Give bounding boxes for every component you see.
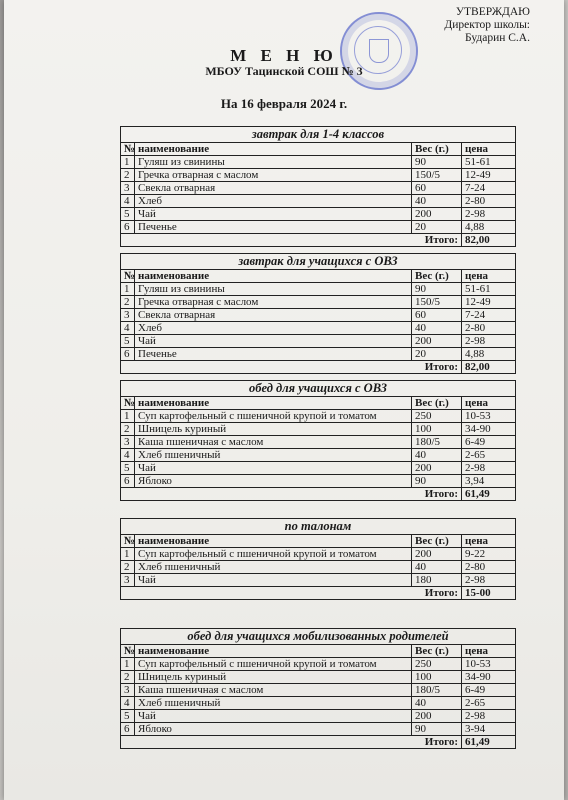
table-row xyxy=(121,322,516,335)
director-name: Бударин С.А. xyxy=(465,32,530,44)
dish-weight: 20 xyxy=(412,348,462,361)
dish-price: 34-90 xyxy=(462,671,516,684)
dish-price: 2-98 xyxy=(462,574,516,587)
dish-price: 3,94 xyxy=(462,475,516,488)
section-title: по талонам xyxy=(120,518,516,534)
dish-name: Чай xyxy=(135,574,412,587)
dish-price: 2-65 xyxy=(462,697,516,710)
dish-price: 9-22 xyxy=(462,548,516,561)
menu-section xyxy=(120,628,516,749)
table-row xyxy=(121,684,516,697)
table-row xyxy=(121,309,516,322)
row-number: 5 xyxy=(121,335,135,348)
row-number: 3 xyxy=(121,574,135,587)
row-number: 2 xyxy=(121,169,135,182)
header-row xyxy=(121,397,516,410)
col-name-header: наименование xyxy=(135,397,412,410)
menu-paper xyxy=(4,0,564,800)
dish-weight: 180 xyxy=(412,574,462,587)
total-value: 61,49 xyxy=(462,736,516,749)
dish-name: Чай xyxy=(135,710,412,723)
dish-weight: 40 xyxy=(412,697,462,710)
dish-name: Печенье xyxy=(135,348,412,361)
dish-price: 6-49 xyxy=(462,684,516,697)
table-row xyxy=(121,296,516,309)
table-row xyxy=(121,449,516,462)
dish-name: Хлеб пшеничный xyxy=(135,561,412,574)
dish-price: 51-61 xyxy=(462,283,516,296)
row-number: 2 xyxy=(121,423,135,436)
col-name-header: наименование xyxy=(135,535,412,548)
col-name-header: наименование xyxy=(135,645,412,658)
dish-weight: 200 xyxy=(412,462,462,475)
table-row xyxy=(121,221,516,234)
menu-section xyxy=(120,518,516,600)
section-title: завтрак для 1-4 классов xyxy=(120,126,516,142)
dish-name: Хлеб xyxy=(135,322,412,335)
dish-price: 7-24 xyxy=(462,309,516,322)
dish-name: Суп картофельный с пшеничной крупой и томатом xyxy=(135,658,412,671)
header-row xyxy=(121,645,516,658)
total-row xyxy=(121,736,516,749)
director-label: Директор школы: xyxy=(444,19,530,31)
dish-price: 4,88 xyxy=(462,221,516,234)
menu-section xyxy=(120,380,516,501)
dish-weight: 90 xyxy=(412,723,462,736)
dish-weight: 250 xyxy=(412,410,462,423)
table-row xyxy=(121,208,516,221)
row-number: 1 xyxy=(121,283,135,296)
dish-weight: 200 xyxy=(412,208,462,221)
dish-weight: 40 xyxy=(412,322,462,335)
row-number: 4 xyxy=(121,195,135,208)
dish-name: Свекла отварная xyxy=(135,309,412,322)
dish-weight: 180/5 xyxy=(412,436,462,449)
dish-name: Чай xyxy=(135,335,412,348)
row-number: 4 xyxy=(121,322,135,335)
dish-name: Свекла отварная xyxy=(135,182,412,195)
row-number: 3 xyxy=(121,436,135,449)
dish-price: 10-53 xyxy=(462,658,516,671)
menu-section xyxy=(120,253,516,374)
col-num-header: № xyxy=(121,645,135,658)
table-row xyxy=(121,697,516,710)
dish-price: 2-98 xyxy=(462,335,516,348)
dish-weight: 90 xyxy=(412,475,462,488)
header-row xyxy=(121,535,516,548)
menu-table xyxy=(120,269,516,374)
dish-price: 10-53 xyxy=(462,410,516,423)
dish-name: Шницель куриный xyxy=(135,671,412,684)
dish-name: Каша пшеничная с маслом xyxy=(135,684,412,697)
row-number: 6 xyxy=(121,723,135,736)
row-number: 6 xyxy=(121,475,135,488)
row-number: 1 xyxy=(121,548,135,561)
table-row xyxy=(121,410,516,423)
row-number: 3 xyxy=(121,309,135,322)
dish-price: 34-90 xyxy=(462,423,516,436)
dish-name: Чай xyxy=(135,462,412,475)
table-row xyxy=(121,156,516,169)
dish-weight: 200 xyxy=(412,710,462,723)
approval-block xyxy=(444,6,530,45)
row-number: 5 xyxy=(121,462,135,475)
section-title: обед для учащихся мобилизованных родителей xyxy=(120,628,516,644)
dish-weight: 200 xyxy=(412,335,462,348)
row-number: 4 xyxy=(121,697,135,710)
dish-weight: 60 xyxy=(412,182,462,195)
dish-price: 7-24 xyxy=(462,182,516,195)
table-row xyxy=(121,561,516,574)
dish-weight: 40 xyxy=(412,449,462,462)
table-row xyxy=(121,475,516,488)
row-number: 1 xyxy=(121,410,135,423)
dish-name: Каша пшеничная с маслом xyxy=(135,436,412,449)
row-number: 5 xyxy=(121,710,135,723)
approve-label: УТВЕРЖДАЮ xyxy=(455,6,530,18)
dish-price: 2-98 xyxy=(462,208,516,221)
dish-weight: 90 xyxy=(412,283,462,296)
dish-name: Яблоко xyxy=(135,723,412,736)
dish-price: 3-94 xyxy=(462,723,516,736)
menu-table xyxy=(120,644,516,749)
dish-price: 12-49 xyxy=(462,169,516,182)
menu-title: М Е Н Ю xyxy=(230,46,338,65)
section-title: завтрак для учащихся с ОВЗ xyxy=(120,253,516,269)
col-weight-header: Вес (г.) xyxy=(412,535,462,548)
dish-price: 12-49 xyxy=(462,296,516,309)
row-number: 2 xyxy=(121,671,135,684)
dish-weight: 150/5 xyxy=(412,296,462,309)
col-weight-header: Вес (г.) xyxy=(412,645,462,658)
dish-weight: 100 xyxy=(412,671,462,684)
col-num-header: № xyxy=(121,270,135,283)
menu-table xyxy=(120,534,516,600)
total-row xyxy=(121,361,516,374)
dish-price: 2-80 xyxy=(462,561,516,574)
total-label: Итого: xyxy=(121,361,462,374)
dish-name: Шницель куриный xyxy=(135,423,412,436)
dish-price: 4,88 xyxy=(462,348,516,361)
menu-table xyxy=(120,142,516,247)
dish-name: Суп картофельный с пшеничной крупой и томатом xyxy=(135,548,412,561)
table-row xyxy=(121,195,516,208)
dish-weight: 20 xyxy=(412,221,462,234)
dish-name: Яблоко xyxy=(135,475,412,488)
row-number: 3 xyxy=(121,684,135,697)
table-row xyxy=(121,671,516,684)
dish-weight: 90 xyxy=(412,156,462,169)
row-number: 5 xyxy=(121,208,135,221)
row-number: 2 xyxy=(121,296,135,309)
dish-price: 2-65 xyxy=(462,449,516,462)
dish-price: 6-49 xyxy=(462,436,516,449)
col-price-header: цена xyxy=(462,397,516,410)
table-row xyxy=(121,574,516,587)
table-row xyxy=(121,548,516,561)
col-price-header: цена xyxy=(462,270,516,283)
col-weight-header: Вес (г.) xyxy=(412,270,462,283)
col-num-header: № xyxy=(121,397,135,410)
table-row xyxy=(121,348,516,361)
total-value: 82,00 xyxy=(462,234,516,247)
dish-price: 51-61 xyxy=(462,156,516,169)
dish-name: Чай xyxy=(135,208,412,221)
table-row xyxy=(121,182,516,195)
total-label: Итого: xyxy=(121,488,462,501)
table-row xyxy=(121,283,516,296)
dish-name: Хлеб xyxy=(135,195,412,208)
table-row xyxy=(121,169,516,182)
dish-weight: 40 xyxy=(412,561,462,574)
header-row xyxy=(121,143,516,156)
total-value: 61,49 xyxy=(462,488,516,501)
col-price-header: цена xyxy=(462,535,516,548)
dish-weight: 40 xyxy=(412,195,462,208)
col-name-header: наименование xyxy=(135,270,412,283)
table-row xyxy=(121,658,516,671)
col-name-header: наименование xyxy=(135,143,412,156)
menu-date: На 16 февраля 2024 г. xyxy=(220,96,348,111)
total-row xyxy=(121,234,516,247)
dish-name: Гречка отварная с маслом xyxy=(135,169,412,182)
menu-table xyxy=(120,396,516,501)
table-row xyxy=(121,335,516,348)
menu-section xyxy=(120,126,516,247)
dish-weight: 150/5 xyxy=(412,169,462,182)
col-weight-header: Вес (г.) xyxy=(412,397,462,410)
section-title: обед для учащихся с ОВЗ xyxy=(120,380,516,396)
total-label: Итого: xyxy=(121,587,462,600)
table-row xyxy=(121,723,516,736)
dish-name: Хлеб пшеничный xyxy=(135,697,412,710)
row-number: 6 xyxy=(121,221,135,234)
table-row xyxy=(121,423,516,436)
total-label: Итого: xyxy=(121,234,462,247)
total-row xyxy=(121,488,516,501)
dish-price: 2-80 xyxy=(462,322,516,335)
dish-name: Хлеб пшеничный xyxy=(135,449,412,462)
total-row xyxy=(121,587,516,600)
dish-weight: 100 xyxy=(412,423,462,436)
table-row xyxy=(121,436,516,449)
dish-name: Суп картофельный с пшеничной крупой и томатом xyxy=(135,410,412,423)
total-value: 15-00 xyxy=(462,587,516,600)
total-label: Итого: xyxy=(121,736,462,749)
row-number: 4 xyxy=(121,449,135,462)
row-number: 2 xyxy=(121,561,135,574)
dish-weight: 60 xyxy=(412,309,462,322)
dish-weight: 180/5 xyxy=(412,684,462,697)
row-number: 1 xyxy=(121,658,135,671)
row-number: 1 xyxy=(121,156,135,169)
col-price-header: цена xyxy=(462,143,516,156)
table-row xyxy=(121,462,516,475)
dish-price: 2-98 xyxy=(462,710,516,723)
col-num-header: № xyxy=(121,143,135,156)
dish-weight: 200 xyxy=(412,548,462,561)
dish-name: Печенье xyxy=(135,221,412,234)
row-number: 6 xyxy=(121,348,135,361)
header-row xyxy=(121,270,516,283)
table-row xyxy=(121,710,516,723)
total-value: 82,00 xyxy=(462,361,516,374)
dish-name: Гуляш из свинины xyxy=(135,283,412,296)
row-number: 3 xyxy=(121,182,135,195)
dish-price: 2-98 xyxy=(462,462,516,475)
dish-price: 2-80 xyxy=(462,195,516,208)
dish-name: Гречка отварная с маслом xyxy=(135,296,412,309)
col-price-header: цена xyxy=(462,645,516,658)
col-num-header: № xyxy=(121,535,135,548)
dish-weight: 250 xyxy=(412,658,462,671)
col-weight-header: Вес (г.) xyxy=(412,143,462,156)
school-name: МБОУ Тацинской СОШ № 3 xyxy=(205,64,363,78)
dish-name: Гуляш из свинины xyxy=(135,156,412,169)
